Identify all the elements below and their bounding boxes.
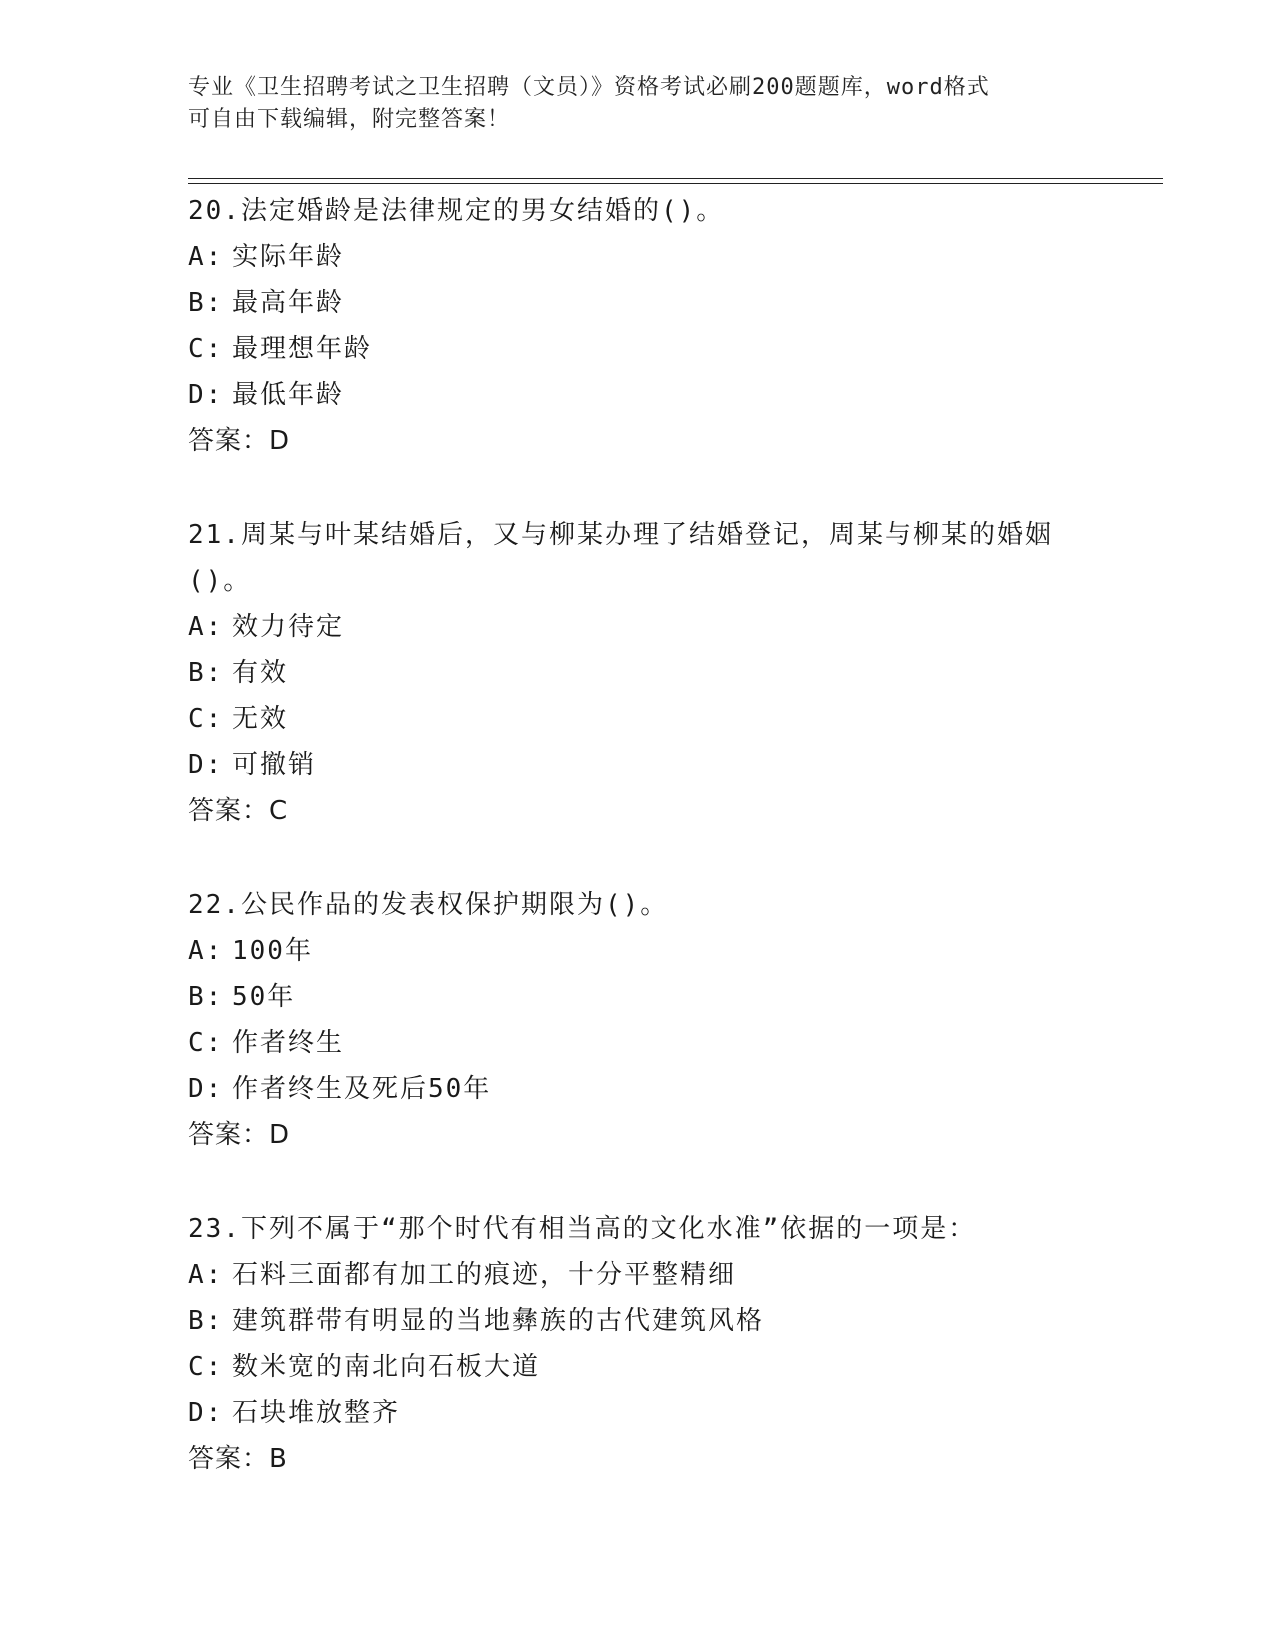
option-letter: D: [188, 380, 224, 410]
answer-line: 答案：C [188, 796, 289, 826]
option-text: 石料三面都有加工的痕迹，十分平整精细 [232, 1260, 737, 1290]
option-letter: B: [188, 1306, 224, 1336]
header-line-2: 可自由下载编辑，附完整答案！ [188, 107, 511, 132]
option-letter: D: [188, 1398, 224, 1428]
question-stem: 21.周某与叶某结婚后，又与柳某办理了结婚登记，周某与柳某的婚姻()。 [188, 520, 1053, 596]
option-text: 效力待定 [232, 612, 345, 642]
option-text: 100年 [232, 936, 313, 966]
document-header [188, 72, 1088, 136]
option-letter: B: [188, 982, 224, 1012]
option-c [188, 1344, 1088, 1390]
option-text: 无效 [232, 704, 289, 734]
option-d [188, 372, 1088, 418]
option-letter: A: [188, 936, 224, 966]
option-text: 实际年龄 [232, 242, 345, 272]
header-line-1: 专业《卫生招聘考试之卫生招聘（文员）》资格考试必刷200题题库，word格式 [188, 75, 990, 100]
option-a [188, 928, 1088, 974]
option-d [188, 1066, 1088, 1112]
question-21 [188, 512, 1088, 834]
option-c [188, 696, 1088, 742]
option-text: 最低年龄 [232, 380, 345, 410]
option-text: 50年 [232, 982, 296, 1012]
option-letter: B: [188, 288, 224, 318]
option-text: 数米宽的南北向石板大道 [232, 1352, 541, 1382]
question-list [188, 188, 1088, 1530]
option-letter: B: [188, 658, 224, 688]
option-c [188, 326, 1088, 372]
option-text: 作者终生 [232, 1028, 345, 1058]
option-letter: A: [188, 612, 224, 642]
option-letter: C: [188, 1028, 224, 1058]
option-letter: A: [188, 242, 224, 272]
question-stem: 22.公民作品的发表权保护期限为()。 [188, 890, 669, 920]
question-stem: 23.下列不属于“那个时代有相当高的文化水准”依据的一项是： [188, 1214, 977, 1244]
question-stem: 20.法定婚龄是法律规定的男女结婚的()。 [188, 196, 725, 226]
option-a [188, 1252, 1088, 1298]
answer-line: 答案：D [188, 426, 291, 456]
option-b [188, 974, 1088, 1020]
header-divider-bottom [188, 183, 1163, 184]
option-b [188, 1298, 1088, 1344]
option-letter: D: [188, 750, 224, 780]
option-b [188, 280, 1088, 326]
option-text: 建筑群带有明显的当地彝族的古代建筑风格 [232, 1306, 765, 1336]
option-text: 有效 [232, 658, 289, 688]
option-letter: D: [188, 1074, 224, 1104]
option-c [188, 1020, 1088, 1066]
option-b [188, 650, 1088, 696]
question-20 [188, 188, 1088, 464]
option-d [188, 1390, 1088, 1436]
answer-line: 答案：B [188, 1444, 288, 1474]
option-letter: C: [188, 704, 224, 734]
answer-line: 答案：D [188, 1120, 291, 1150]
option-text: 作者终生及死后50年 [232, 1074, 492, 1104]
option-letter: C: [188, 334, 224, 364]
option-text: 最高年龄 [232, 288, 345, 318]
option-text: 可撤销 [232, 750, 317, 780]
option-letter: C: [188, 1352, 224, 1382]
option-d [188, 742, 1088, 788]
question-22 [188, 882, 1088, 1158]
option-text: 最理想年龄 [232, 334, 373, 364]
option-text: 石块堆放整齐 [232, 1398, 401, 1428]
option-a [188, 234, 1088, 280]
header-divider-top [188, 178, 1163, 179]
option-letter: A: [188, 1260, 224, 1290]
option-a [188, 604, 1088, 650]
question-23 [188, 1206, 1088, 1482]
